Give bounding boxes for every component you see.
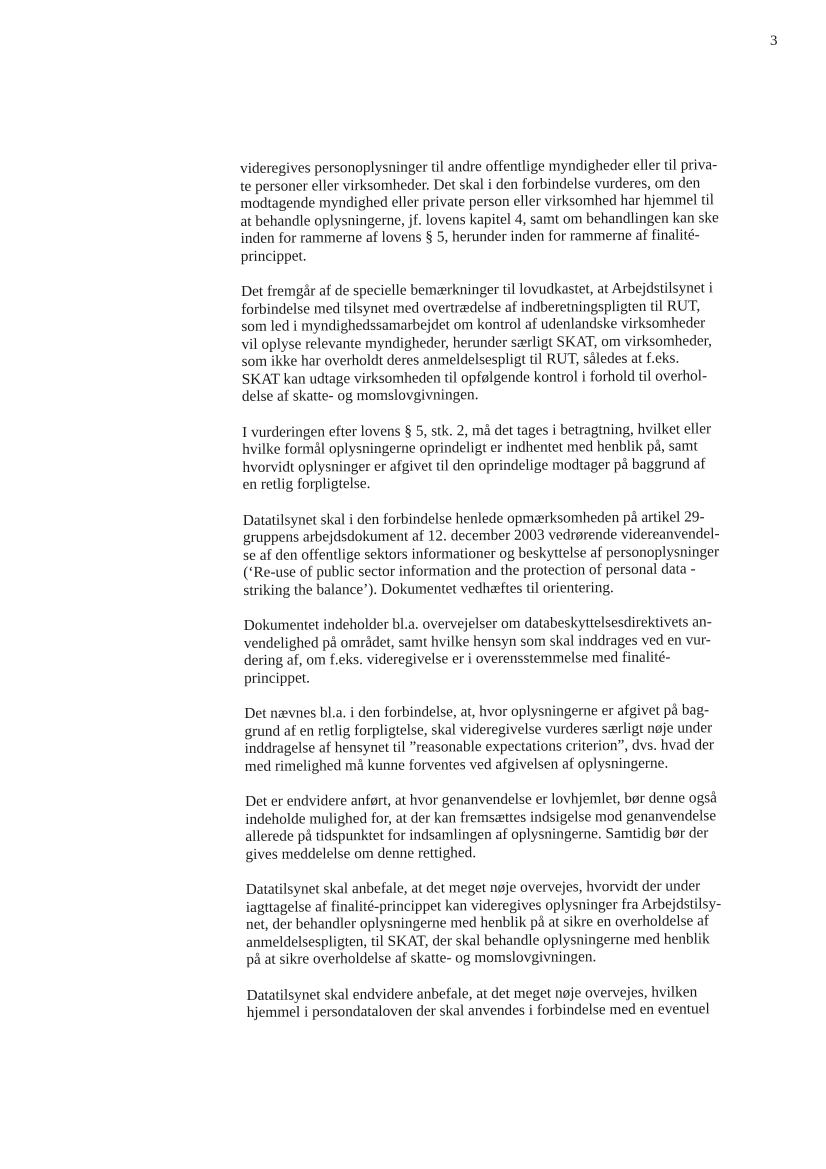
text-line: videregives personoplysninger til andre offentlige myndigheder eller til priva- [240,156,718,177]
text-line: delse af skatte- og momslovgivningen. [241,386,479,405]
text-line: te personer eller virksomheder. Det skal i den forbindelse vurderes, om den [240,173,701,195]
text-line: hjemmel i persondataloven der skal anvendes i forbindelse med en eventuel [246,1000,710,1021]
text-line: med rimelighed må kunne forventes ved afgivelsen af oplysningerne. [244,754,669,775]
text-line: striking the balance’). Dokumentet vedhæftes til orientering. [243,578,614,599]
text-line: gives meddelelse om denne rettighed. [245,843,477,863]
text-line: allerede på tidspunktet for indsamlingen af oplysningerne. Samtidig bør der [245,824,709,845]
text-line: SKAT kan udtage virksomheden til opfølgende kontrol i forhold til overhol- [241,366,708,388]
text-line: net, der behandler oplysningerne med henblik på at sikre en overholdelse af [245,912,710,933]
text-line: se af den offentlige sektors informationer og beskyttelse af personoplysninger [243,542,720,564]
text-line: indeholde mulighed for, at der kan fremsættes indsigelse mod genanvendelse [245,806,717,828]
text-line: som ikke har overholdt deres anmeldelsespligt til RUT, således at f.eks. [241,349,680,370]
text-line: princippet. [240,246,307,265]
paragraph-1 [240,156,786,265]
text-line: Det er endvidere anført, at hvor genanvendelse er lovhjemlet, bør denne også [244,789,717,810]
text-line: inddragelse af hensynet til ”reasonable expectations criterion”, dvs. hvad der [244,736,715,757]
text-line: I vurderingen efter lovens § 5, stk. 2, må det tages i betragtning, hvilket eller [242,419,712,441]
text-line: forbindelse med tilsynet med overtrædelse af indberetningspligten til RUT, [241,296,701,318]
text-line: vil oplyse relevante myndigheder, herunder særligt SKAT, om virksomheder, [241,331,712,353]
paragraph-7 [245,789,791,863]
text-line: Datatilsynet skal anbefale, at det meget nøje overvejes, hvorvidt der under [245,877,701,898]
text-line: hvorvidt oplysninger er afgivet til den oprindelige modtager på baggrund af [242,454,706,476]
text-line: inden for rammerne af lovens § 5, herunder inden for rammerne af finalité- [240,226,700,247]
text-line: princippet. [244,668,310,687]
text-line: modtagende myndighed eller private person eller virksomhed har hjemmel til [240,191,715,212]
text-line: på at sikre overholdelse af skatte- og momslovgivningen. [246,948,597,968]
text-line: Dokumentet indeholder bl.a. overvejelser om databeskyttelsesdirektivets an- [243,613,712,634]
text-line: som led i myndighedssamarbejdet om kontrol af udenlandske virksomheder [241,314,706,335]
text-line: hvilke formål oplysningerne oprindeligt er indhentet med henblik på, samt [242,437,698,458]
text-line: Det fremgår af de specielle bemærkninger til lovudkastet, at Arbejdstilsynet i [240,279,714,300]
text-line: Datatilsynet skal endvidere anbefale, at det meget nøje overvejes, hvilken [246,982,698,1004]
text-line: (‘Re-use of public sector information and the protection of personal data - [243,560,696,581]
paragraph-9 [246,982,791,1021]
paragraph-8 [246,877,792,969]
text-line: Datatilsynet skal i den forbindelse henlede opmærksomheden på artikel 29- [242,507,705,529]
text-line: en retlig forpligtelse. [242,474,371,493]
page-number: 3 [770,33,778,49]
text-line: gruppens arbejdsdokument af 12. december 2003 vedrørende videreanvendel- [242,525,720,546]
text-line: iagttagelse af finalité-princippet kan videregives oplysninger fra Arbejdstilsy- [245,894,722,916]
text-line: anmeldelsespligten, til SKAT, der skal behandle oplysningerne med henblik [246,929,710,951]
paragraph-6 [244,701,790,775]
text-line: Det nævnes bl.a. i den forbindelse, at, hvor oplysningerne er afgivet på bag- [244,701,710,722]
text-line: grund af en retlig forpligtelse, skal videregivelse vurderes særligt nøje under [244,718,713,740]
text-line: at behandle oplysningerne, jf. lovens kapitel 4, samt om behandlingen kan ske [240,208,719,230]
text-line: vendelighed på området, samt hvilke hensyn som skal inddrages ved en vur- [243,630,711,652]
paragraph-5 [244,613,790,687]
paragraph-3 [242,419,788,493]
paragraph-2 [241,279,787,406]
text-line: dering af, om f.eks. videregivelse er i overensstemmelse med finalité- [243,648,671,669]
paragraph-4 [243,507,789,599]
document-body [240,156,792,1040]
